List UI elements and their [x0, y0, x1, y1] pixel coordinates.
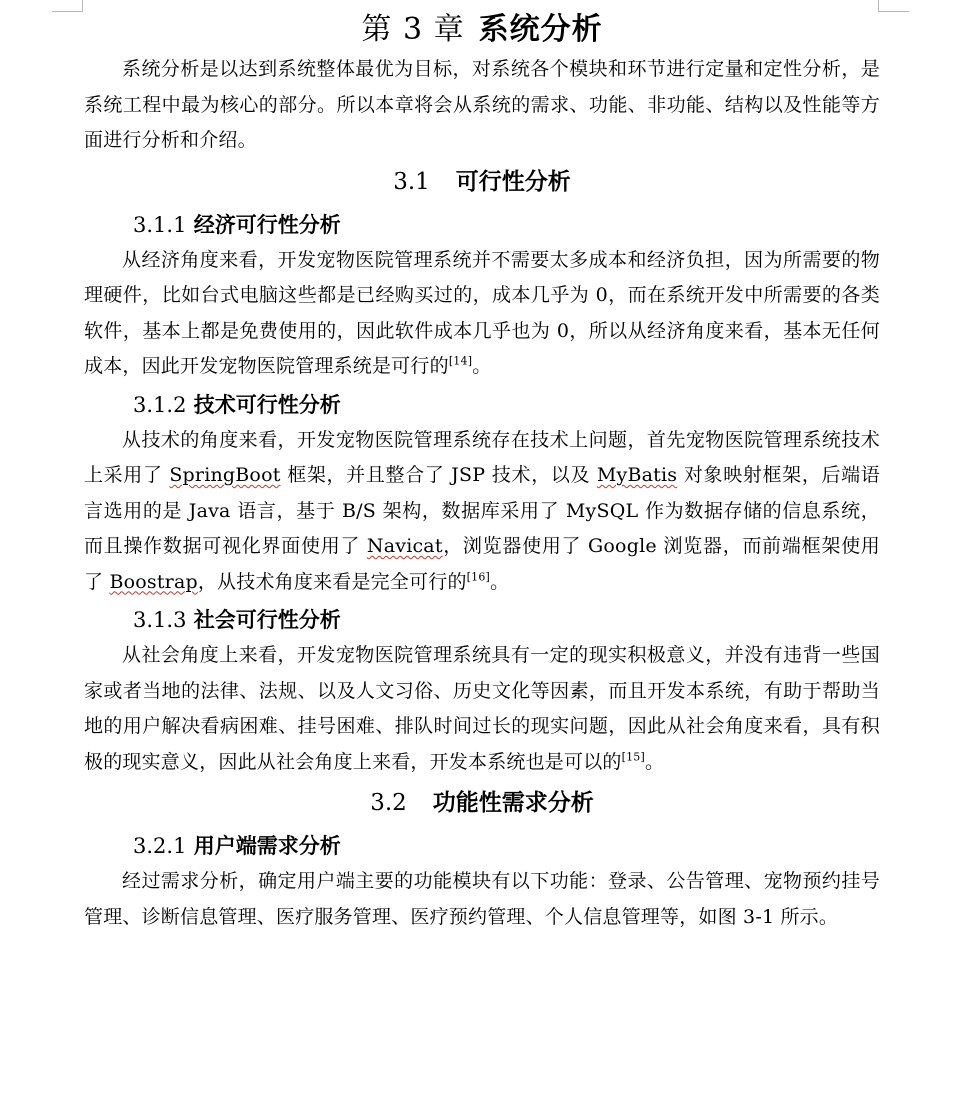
chapter-name: 系统分析	[478, 12, 603, 47]
subsection-number: 3.1.3	[133, 608, 187, 632]
subsection-3-1-2-heading	[84, 385, 880, 423]
section-3-1-heading	[84, 159, 880, 205]
document-page	[84, 0, 880, 935]
technical-feasibility-paragraph	[84, 423, 880, 601]
paragraph-text: 框架，并且整合了 JSP 技术，以及	[280, 464, 597, 486]
spellcheck-word[interactable]: MyBatis	[596, 464, 678, 486]
paragraph-text: 对象映射框架，后端语言选用的是 Java 语言，基于 B/S 架构，数据库采用了 MySQL 作为数据存储的信息系统，而且操作数据可视化界面使用了	[84, 464, 880, 557]
paragraph-text: 从技术的角度来看，开发宠物医院管理系统存在技术上问题，首先宠物医院管理系统技术上采用了	[84, 428, 880, 486]
subsection-number: 3.1.2	[133, 392, 187, 417]
spellcheck-word[interactable]: Navicat	[366, 535, 443, 557]
section-title: 功能性需求分析	[432, 790, 594, 816]
subsection-title: 社会可行性分析	[193, 608, 341, 632]
subsection-3-2-1-heading	[84, 826, 880, 864]
section-title: 可行性分析	[455, 168, 571, 195]
spellcheck-word[interactable]: SpringBoot	[169, 464, 281, 486]
intro-paragraph: 系统分析是以达到系统整体最优为目标，对系统各个模块和环节进行定量和定性分析，是系统工程中最为核心的部分。所以本章将会从系统的需求、功能、非功能、结构以及性能等方面进行分析和介绍。	[84, 58, 880, 151]
subsection-title: 经济可行性分析	[193, 212, 341, 237]
citation: [16]	[466, 570, 491, 584]
spellcheck-word[interactable]: Boostrap	[109, 570, 198, 593]
page-corner-mark-left	[52, 0, 83, 12]
subsection-3-1-3-heading	[84, 600, 880, 638]
section-3-2-heading	[84, 780, 880, 826]
section-number: 3.1	[393, 168, 430, 195]
paragraph-text: ，浏览器使用了 Google 浏览器，而前端框架使用了	[84, 535, 880, 593]
paragraph-end: 。	[490, 570, 510, 593]
paragraph-end: 。	[645, 750, 665, 773]
page-corner-mark-right	[878, 0, 909, 12]
paragraph-text: 从社会角度上来看，开发宠物医院管理系统具有一定的现实积极意义，并没有违背一些国家或者当地的法律、法规、以及人文习俗、历史文化等因素，而且开发本系统，有助于帮助当地的用户解决看病困难、挂号困难、排队时间过长的现实问题，因此从社会角度来看，具有积极的现实意义，因此从社会角度上来看，开发本系统也是可以的	[84, 644, 880, 773]
subsection-number: 3.2.1	[133, 834, 187, 858]
social-feasibility-paragraph	[84, 638, 880, 780]
paragraph-text: ，从技术角度来看是完全可行的	[197, 570, 467, 593]
citation: [15]	[621, 750, 645, 764]
subsection-3-1-1-heading	[84, 205, 880, 243]
economic-feasibility-paragraph	[84, 243, 880, 385]
section-number: 3.2	[370, 790, 407, 816]
chapter-title	[84, 8, 880, 52]
paragraph-text: 从经济角度来看，开发宠物医院管理系统并不需要太多成本和经济负担，因为所需要的物理硬件，比如台式电脑这些都是已经购买过的，成本几乎为 0，而在系统开发中所需要的各类软件，基本上都是免费使用的，因此软件成本几乎也为 0，所以从经济角度来看，基本无任何成本，因此开发宠物医院管理系统是可行的	[84, 248, 880, 377]
paragraph-end: 。	[472, 355, 492, 377]
subsection-number: 3.1.1	[133, 212, 187, 237]
user-requirements-paragraph: 经过需求分析，确定用户端主要的功能模块有以下功能：登录、公告管理、宠物预约挂号管理、诊断信息管理、医疗服务管理、医疗预约管理、个人信息管理等，如图 3-1 所示。	[84, 870, 880, 928]
subsection-title: 用户端需求分析	[193, 834, 341, 858]
subsection-title: 技术可行性分析	[193, 392, 341, 417]
citation: [14]	[448, 354, 473, 368]
chapter-number: 第 3 章	[361, 12, 465, 47]
